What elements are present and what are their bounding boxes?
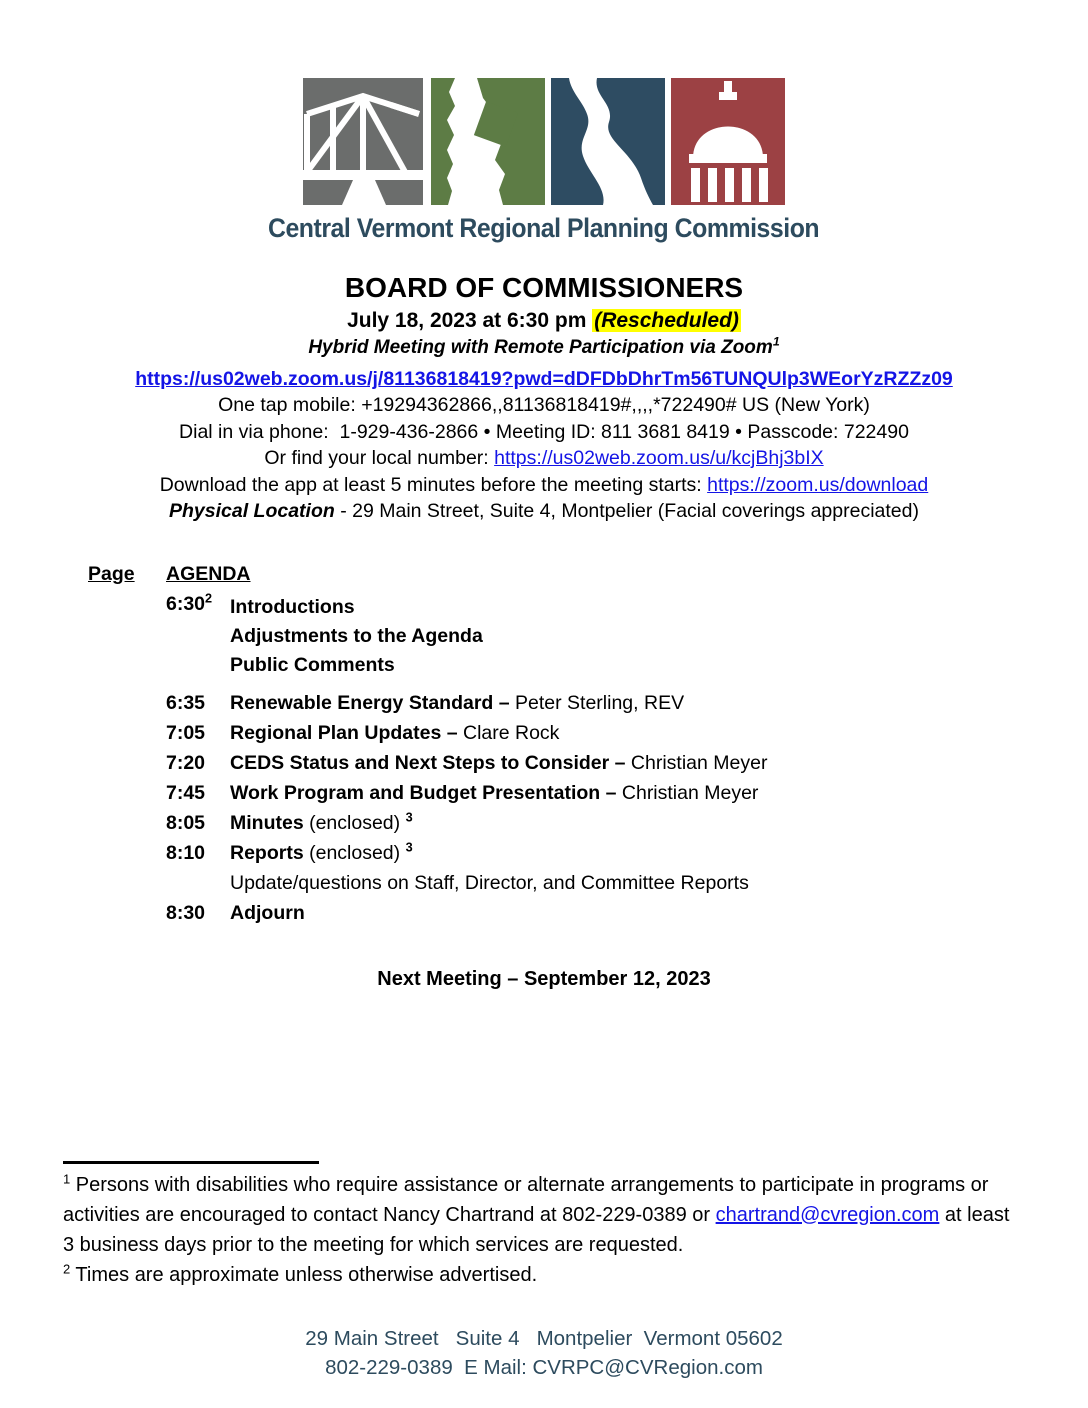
- footer-contact: 802-229-0389 E Mail: CVRPC@CVRegion.com: [325, 1355, 763, 1379]
- physical-location-label: Physical Location: [168, 500, 335, 522]
- download-line: Download the app at least 5 minutes before the meeting starts: https://zoom.us/download: [159, 473, 929, 496]
- footer-address: 29 Main Street Suite 4 Montpelier Vermont 05602: [305, 1326, 783, 1350]
- footnote-separator: [63, 1161, 319, 1164]
- agenda-item-update-questions: Update/questions on Staff, Director, and Committee Reports: [230, 871, 749, 894]
- physical-location-line: Physical Location - 29 Main Street, Suite 4, Montpelier (Facial coverings appreciated): [168, 500, 919, 522]
- agenda-time: $6:30^2$: [166, 591, 213, 615]
- footnotes-section: [63, 1170, 1015, 1290]
- meeting-date-line: [0, 309, 1088, 333]
- agenda-time: 7:05: [166, 721, 206, 744]
- vermont-map-icon: [431, 78, 545, 205]
- page-title: BOARD OF COMMISSIONERS: [344, 272, 744, 303]
- next-meeting-line: Next Meeting – September 12, 2023: [377, 967, 711, 990]
- footnote-ref-1: 1: [772, 334, 780, 349]
- zoom-link-line: [0, 366, 1088, 392]
- zoom-meeting-link[interactable]: https://us02web.zoom.us/j/81136818419?pwd=dDFDbDhrTm56TUNQUlp3WEorYzRZZz09: [135, 368, 953, 390]
- footnote-2: $^2$ Times are approximate unless otherwise advertised.: [63, 1260, 538, 1286]
- meeting-subtitle: Hybrid Meeting with Remote Participation via Zoom$^1$: [308, 334, 780, 358]
- document-footer: [0, 1324, 1088, 1382]
- chartrand-email-link[interactable]: chartrand@cvregion.com: [715, 1203, 940, 1226]
- rescheduled-highlight: (Rescheduled): [594, 309, 739, 332]
- agenda-header-row: [63, 563, 1088, 593]
- agenda-line-introductions: Introductions: [230, 595, 355, 618]
- page-column-header: Page: [88, 562, 135, 585]
- agenda-section: [0, 563, 1088, 928]
- footnote-ref-3: 3: [405, 840, 413, 854]
- agenda-item-720: 7:20 CEDS Status and Next Steps to Consider – Christian Meyer: [63, 748, 1088, 778]
- agenda-time: 7:20: [166, 751, 206, 774]
- agenda-column-header: AGENDA: [166, 562, 251, 585]
- agenda-time: 8:30: [166, 901, 206, 924]
- zoom-download-link[interactable]: https://zoom.us/download: [707, 473, 929, 496]
- meeting-date: July 18, 2023 at 6:30 pm: [347, 309, 587, 332]
- footnote-1: $^1$ Persons with disabilities who require assistance or alternate arrangements to participate in programs or activities are encouraged to contact Nancy Chartrand at 802-229-0389 or chartrand@cvregion.com at least 3 business days prior to the meeting for which services are requested.: [63, 1170, 1010, 1256]
- agenda-time: 8:05: [166, 811, 206, 834]
- footnote-ref-2: 2: [205, 591, 213, 605]
- agenda-item-810: 8:10 Reports (enclosed) $^3$: [63, 838, 1088, 868]
- river-icon: [551, 78, 665, 205]
- agenda-item-830: 8:30 Adjourn: [63, 898, 1088, 928]
- cvrpc-logo: [0, 0, 1088, 244]
- agenda-item-745: 7:45 Work Program and Budget Presentation – Christian Meyer: [63, 778, 1088, 808]
- bridge-icon: [303, 78, 423, 205]
- agenda-time: 7:45: [166, 781, 206, 804]
- dial-in-line: Dial in via phone: 1-929-436-2866 • Meeting ID: 811 3681 8419 • Passcode: 722490: [179, 420, 909, 443]
- capitol-dome-icon: [671, 78, 785, 205]
- local-number-line: Or find your local number: https://us02web.zoom.us/u/kcjBhj3bIX: [264, 447, 824, 469]
- agenda-item-630: [63, 593, 1088, 680]
- agenda-time: 8:10: [166, 841, 206, 864]
- logo-wordmark: Central Vermont Regional Planning Commission: [268, 213, 820, 243]
- footnote-ref-3: 3: [405, 810, 413, 824]
- agenda-item-635: 6:35 Renewable Energy Standard – Peter Sterling, REV: [63, 688, 1088, 718]
- local-number-link[interactable]: https://us02web.zoom.us/u/kcjBhj3bIX: [494, 447, 824, 469]
- agenda-item-705: 7:05 Regional Plan Updates – Clare Rock: [63, 718, 1088, 748]
- cvrpc-logo-graphic: [303, 78, 785, 205]
- one-tap-line: One tap mobile: +19294362866,,81136818419#,,,,*722490# US (New York): [218, 394, 870, 416]
- agenda-time: 6:35: [166, 691, 206, 714]
- agenda-item-805: 8:05 Minutes (enclosed) $^3$: [63, 808, 1088, 838]
- agenda-line-public-comments: Public Comments: [230, 653, 395, 676]
- agenda-line-adjustments: Adjustments to the Agenda: [230, 624, 483, 647]
